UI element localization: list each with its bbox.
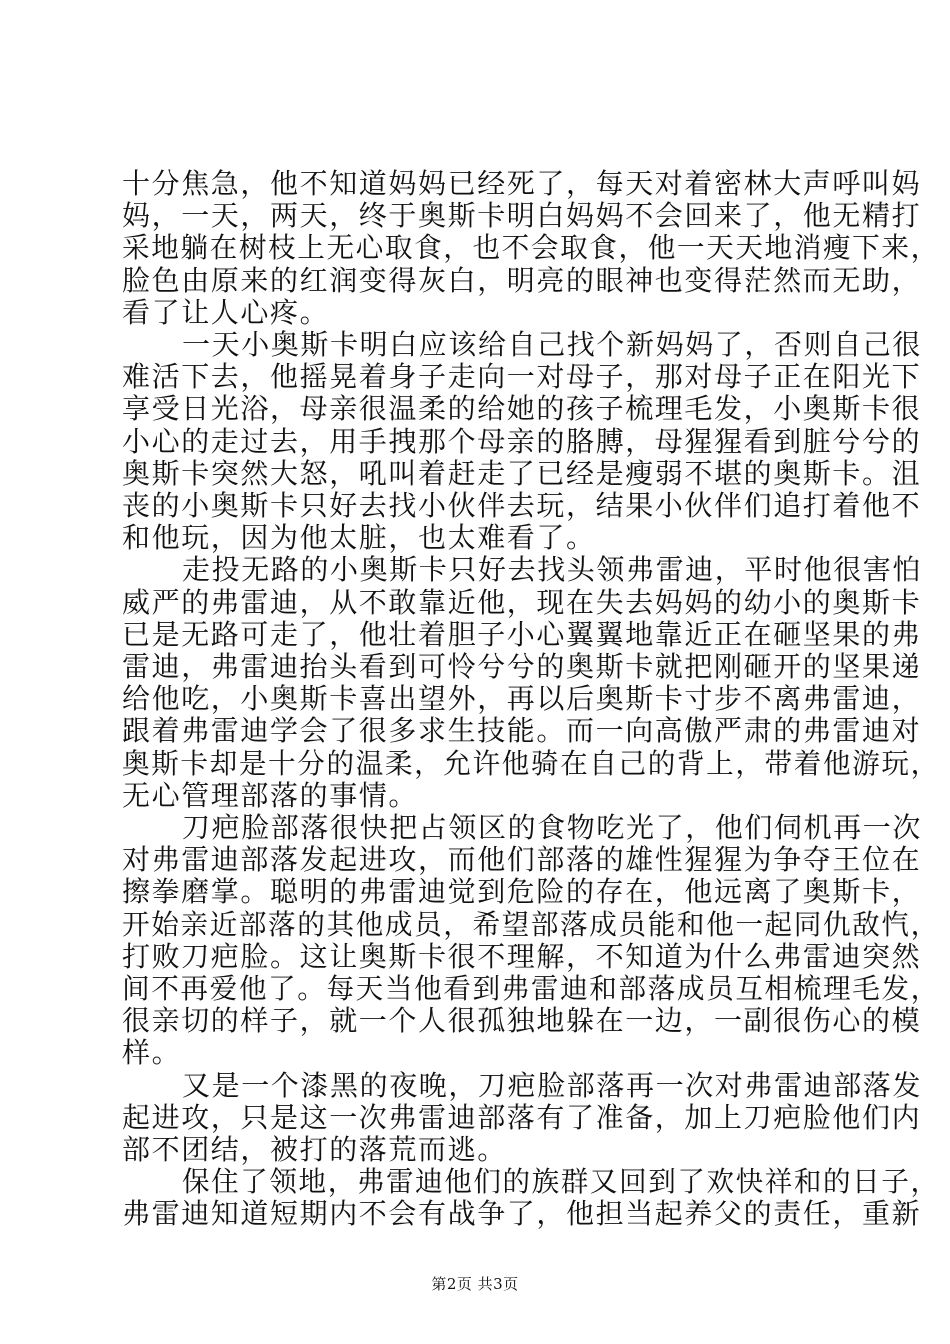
paragraph-line: 奥斯卡却是十分的温柔，允许他骑在自己的背上，带着他游玩， <box>122 747 940 780</box>
paragraph-first-line: 一天小奥斯卡明白应该给自己找个新妈妈了，否则自己很 <box>182 328 923 361</box>
paragraph-line: 妈，一天，两天，终于奥斯卡明白妈妈不会回来了，他无精打 <box>122 199 922 232</box>
paragraph-line: 打败刀疤脸。这让奥斯卡很不理解，不知道为什么弗雷迪突然 <box>122 940 922 973</box>
page-footer: 第2页 共3页 <box>431 1275 519 1293</box>
paragraph-line: 部不团结，被打的落荒而逃。 <box>122 1133 507 1166</box>
paragraph-line: 威严的弗雷迪，从不敢靠近他，现在失去妈妈的幼小的奥斯卡 <box>122 586 922 619</box>
paragraph-first-line: 十分焦急，他不知道妈妈已经死了，每天对着密林大声呼叫妈 <box>122 167 922 200</box>
paragraph-line: 样。 <box>122 1036 182 1069</box>
paragraph-first-line: 走投无路的小奥斯卡只好去找头领弗雷迪，平时他很害怕 <box>182 553 923 586</box>
paragraph-line: 对弗雷迪部落发起进攻，而他们部落的雄性猩猩为争夺王位在 <box>122 843 922 876</box>
paragraph-line: 弗雷迪知道短期内不会有战争了，他担当起养父的责任，重新 <box>122 1197 922 1230</box>
paragraph-line: 间不再爱他了。每天当他看到弗雷迪和部落成员互相梳理毛发， <box>122 972 940 1005</box>
paragraph-line: 雷迪，弗雷迪抬头看到可怜兮兮的奥斯卡就把刚砸开的坚果递 <box>122 650 922 683</box>
paragraph-first-line: 又是一个漆黑的夜晚，刀疤脸部落再一次对弗雷迪部落发 <box>182 1069 923 1102</box>
paragraph-line: 采地躺在树枝上无心取食，也不会取食，他一天天地消瘦下来， <box>122 231 940 264</box>
paragraph-first-line: 保住了领地，弗雷迪他们的族群又回到了欢快祥和的日子， <box>182 1165 940 1198</box>
paragraph-line: 起进攻，只是这一次弗雷迪部落有了准备，加上刀疤脸他们内 <box>122 1101 922 1134</box>
paragraph-line: 小心的走过去，用手拽那个母亲的胳膊，母猩猩看到脏兮兮的 <box>122 425 922 458</box>
paragraph-first-line: 刀疤脸部落很快把占领区的食物吃光了，他们伺机再一次 <box>182 811 923 844</box>
paragraph-line: 奥斯卡突然大怒，吼叫着赶走了已经是瘦弱不堪的奥斯卡。沮 <box>122 457 922 490</box>
paragraph-line: 擦拳磨掌。聪明的弗雷迪觉到危险的存在，他远离了奥斯卡， <box>122 875 922 908</box>
paragraph-line: 看了让人心疼。 <box>122 296 330 329</box>
paragraph-line: 脸色由原来的红润变得灰白，明亮的眼神也变得茫然而无助， <box>122 264 922 297</box>
paragraph-line: 无心管理部落的事情。 <box>122 779 419 812</box>
paragraph-line: 享受日光浴，母亲很温柔的给她的孩子梳理毛发，小奥斯卡很 <box>122 392 922 425</box>
paragraph-line: 跟着弗雷迪学会了很多求生技能。而一向高傲严肃的弗雷迪对 <box>122 714 922 747</box>
paragraph-line: 很亲切的样子，就一个人很孤独地躲在一边，一副很伤心的模 <box>122 1004 922 1037</box>
paragraph-line: 难活下去，他摇晃着身子走向一对母子，那对母子正在阳光下 <box>122 360 922 393</box>
paragraph-line: 丧的小奥斯卡只好去找小伙伴去玩，结果小伙伴们追打着他不 <box>122 489 922 522</box>
paragraph-line: 给他吃，小奥斯卡喜出望外，再以后奥斯卡寸步不离弗雷迪， <box>122 682 922 715</box>
paragraph-line: 开始亲近部落的其他成员，希望部落成员能和他一起同仇敌忾， <box>122 908 940 941</box>
paragraph-line: 已是无路可走了，他壮着胆子小心翼翼地靠近正在砸坚果的弗 <box>122 618 922 651</box>
paragraph-line: 和他玩，因为他太脏，也太难看了。 <box>122 521 596 554</box>
